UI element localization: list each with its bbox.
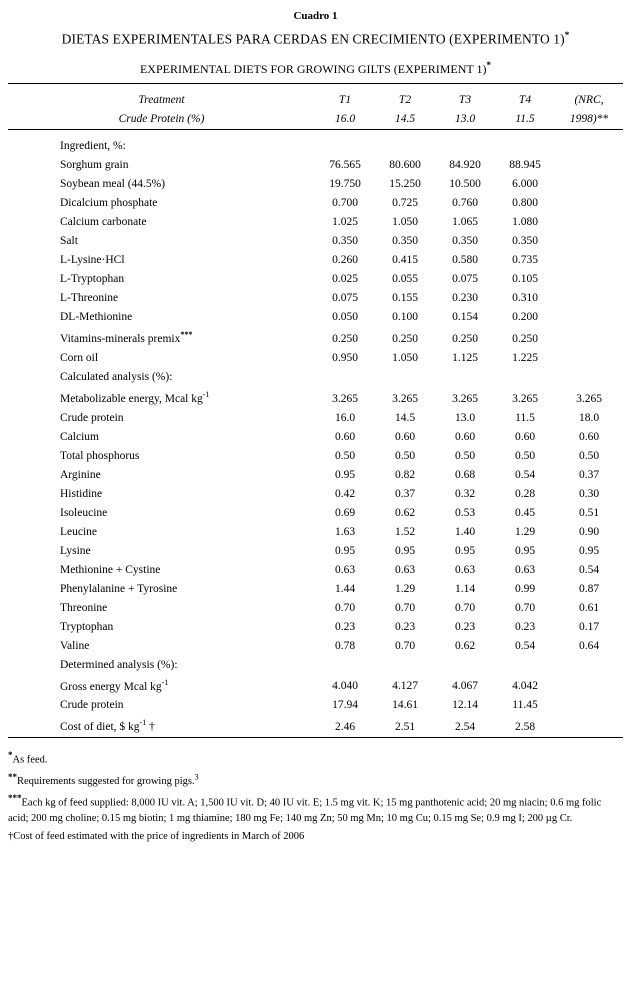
row-value: 0.70 [394,601,416,614]
row-label: Cost of diet, $ $kg^{-1}$ † [60,718,155,734]
row-value: 0.54 [514,639,536,652]
empty-cell [435,367,495,386]
row-value: 4.127 [392,680,418,693]
row-value: 3.265 [512,392,538,405]
table-row [8,560,623,579]
row-value: 1.29 [394,582,416,595]
row-label: Vitamins-minerals premix*** [60,330,193,345]
row-value: 0.78 [334,639,356,652]
row-value: 0.62 [454,639,476,652]
row-value [555,289,623,308]
table-row [8,232,623,251]
row-value: 0.155 [392,292,418,304]
row-label: L-Tryptophan [60,273,125,285]
row-label: Soybean meal (44.5%) [60,178,166,190]
empty-cell [435,137,495,156]
row-value: 0.63 [454,563,476,576]
row-value: 4.040 [332,680,358,693]
row-value: 0.23 [454,620,476,633]
row-value [555,232,623,251]
row-value [555,696,623,715]
table-row [8,270,623,289]
row-value [555,194,623,213]
header-t3-cp: 13.0 [454,113,476,125]
footnote: †Cost of feed estimated with the price of ingredients in March of 2006 [8,831,305,843]
row-value: 0.63 [514,563,536,576]
row-label: Arginine [60,468,101,481]
table-section-heading [8,137,623,156]
row-value: 1.52 [394,525,416,538]
footnote-text: As feed. [12,754,48,766]
row-value: 0.250 [512,332,538,345]
table-section-heading [8,367,623,386]
row-value: 1.065 [452,216,478,228]
row-value: 3.265 [576,392,602,405]
row-value: 0.50 [514,449,536,462]
row-value: 2.54 [454,721,476,734]
row-value: 18.0 [578,411,600,424]
row-label: Leucine [60,525,98,538]
row-value: 1.025 [332,216,358,228]
row-value: 76.565 [329,159,361,171]
row-value: 0.025 [332,273,358,285]
row-value: 4.042 [512,680,538,693]
row-label: Total phosphorus [60,449,140,462]
header-t1-cp: 16.0 [334,113,356,125]
row-value: 0.250 [332,332,358,345]
row-value: 13.0 [454,411,476,424]
row-value: 0.154 [452,311,478,323]
empty-cell [315,655,375,674]
title-english [8,60,623,77]
row-value: 0.50 [578,449,600,462]
table-row [8,156,623,175]
row-value: 3.265 [452,392,478,405]
row-value: 0.87 [578,582,600,595]
empty-cell [315,137,375,156]
row-value: 0.700 [332,197,358,209]
row-value: 1.050 [392,216,418,228]
table-row [8,327,623,349]
row-label: Salt [60,235,78,247]
row-value: 1.080 [512,216,538,228]
table-row [8,251,623,270]
row-value: 4.067 [452,680,478,693]
empty-cell [435,655,495,674]
row-label: Crude protein [60,411,124,424]
row-value [555,251,623,270]
row-label: Threonine [60,601,108,614]
row-label: Methionine + Cystine [60,563,161,576]
row-value: 0.250 [392,332,418,345]
row-label: Crude protein [60,699,124,712]
row-label: Valine [60,639,90,652]
table-row [8,617,623,636]
row-value: 0.800 [512,197,538,209]
row-value: 84.920 [449,159,481,171]
row-value: 0.250 [452,332,478,345]
row-value: 0.53 [454,506,476,519]
row-value: 0.310 [512,292,538,304]
table-rule-top [8,83,623,91]
row-value: 0.60 [454,430,476,443]
footnote [8,771,623,790]
row-value: 0.23 [514,620,536,633]
row-value: 0.950 [332,351,358,364]
table-row [8,175,623,194]
table-row [8,465,623,484]
row-value: 0.95 [514,544,536,557]
title-english-text: EXPERIMENTAL DIETS FOR GROWING GILTS (EXPERIMENT 1) [139,61,487,76]
row-value: 1.125 [452,351,478,364]
table-row [8,194,623,213]
row-label: DL-Methionine [60,311,133,323]
row-value: 3.265 [332,392,358,405]
row-value: 0.17 [578,620,600,633]
row-label: Isoleucine [60,506,108,519]
row-value: 11.45 [512,699,538,712]
row-value [555,270,623,289]
footnote-text: Each kg of feed supplied: 8,000 IU vit. A; 1,500 IU vit. D; 40 IU vit. E; 1.5 mg vit. K; 15 mg panthotenic acid; 20 mg niacin; 0.6 mg folic acid; 200 mg choline; 0.15 mg biotin; 1 mg thiamine; 180 mg Fe; 140 mg Zn; 50 mg Mn; 10 mg Cu; 0.15 mg Se; 0.9 mg I; 200 µg Cr. [8,797,602,824]
row-value [555,674,623,696]
title-spanish [8,30,623,48]
row-label: Histidine [60,487,103,500]
row-value: 1.63 [334,525,356,538]
row-value: 0.415 [392,254,418,266]
header-t2-cp: 14.5 [394,113,416,125]
row-value [555,348,623,367]
empty-cell [495,137,555,156]
row-value: 0.50 [394,449,416,462]
empty-cell [555,655,623,674]
header-treatment: Treatment [138,94,185,106]
empty-cell [375,367,435,386]
header-t2: T2 [398,94,412,106]
header-nrc-year: 1998)** [569,113,609,125]
table-row [8,715,623,737]
row-value: 80.600 [389,159,421,171]
table-row [8,598,623,617]
row-value: 0.42 [334,487,356,500]
row-value: 0.60 [394,430,416,443]
row-value: 14.61 [392,699,418,712]
footnote [8,792,623,826]
footnote [8,749,623,768]
row-label: Sorghum grain [60,159,129,171]
row-value: 1.050 [392,351,418,364]
table-row [8,674,623,696]
footnote-marker: *** [8,793,22,804]
row-value: 0.54 [514,468,536,481]
row-value: 1.44 [334,582,356,595]
row-value: 1.225 [512,351,538,364]
row-value: 0.63 [394,563,416,576]
section-heading-label: Calculated analysis (%): [60,370,173,383]
row-value: 0.37 [394,487,416,500]
row-value: 0.105 [512,273,538,285]
row-value: 2.51 [394,721,416,734]
table-row [8,213,623,232]
table-row [8,408,623,427]
row-value: 0.61 [578,601,600,614]
empty-cell [315,367,375,386]
row-value: 0.50 [334,449,356,462]
row-label: L-Lysine·HCl [60,254,125,266]
row-value: 1.14 [454,582,476,595]
table-row [8,427,623,446]
row-label: L-Threonine [60,292,119,304]
table-header-row-1 [8,91,623,110]
row-value: 0.64 [578,639,600,652]
table-row [8,636,623,655]
table-row [8,308,623,327]
row-value: 15.250 [389,178,421,190]
row-value [555,308,623,327]
row-value: 0.055 [392,273,418,285]
table-row [8,541,623,560]
row-value: 0.350 [452,235,478,247]
footnote-marker: * [8,749,13,760]
row-value: 0.28 [514,487,536,500]
header-t3: T3 [458,94,472,106]
row-value: 0.23 [394,620,416,633]
row-value: 0.69 [334,506,356,519]
cuadro-label: Cuadro 1 [293,10,338,22]
row-label: Metabolizable energy, Mcal $kg^{-1}$ [60,389,210,405]
row-value: 0.95 [394,544,416,557]
row-value: 0.760 [452,197,478,209]
table-rule-mid [8,129,623,137]
row-value: 0.37 [578,468,600,481]
row-value: 0.50 [454,449,476,462]
footnote-marker: ** [8,771,17,782]
row-value: 1.40 [454,525,476,538]
row-value: 10.500 [449,178,481,190]
title-spanish-text: DIETAS EXPERIMENTALES PARA CERDAS EN CRECIMIENTO (EXPERIMENTO 1) [61,31,565,47]
table-row [8,579,623,598]
row-value: 11.5 [515,411,535,424]
row-value: 0.45 [514,506,536,519]
table-row [8,522,623,541]
row-value: 0.60 [514,430,536,443]
title-english-marker: * [486,59,492,70]
row-value: 0.725 [392,197,418,209]
table-rule-bottom [8,737,623,745]
row-value: 6.000 [512,178,538,190]
row-value: 0.60 [578,430,600,443]
row-value [555,156,623,175]
header-t1: T1 [338,94,352,106]
title-spanish-marker: * [564,30,570,40]
row-value: 2.46 [334,721,356,734]
footnotes [8,749,623,845]
row-value: 0.30 [578,487,600,500]
row-value: 0.260 [332,254,358,266]
row-value: 0.32 [454,487,476,500]
row-value: 12.14 [452,699,478,712]
row-label: Calcium [60,430,99,443]
row-value: 0.95 [334,544,356,557]
row-value: 0.23 [334,620,356,633]
empty-cell [495,367,555,386]
row-value: 0.95 [334,468,356,481]
row-value: 0.62 [394,506,416,519]
row-value [555,327,623,349]
table-row [8,484,623,503]
footnote-text: Cost of feed estimated with the price of ingredients in March of 2006 [13,831,305,843]
table-section-heading [8,655,623,674]
row-value: 0.70 [394,639,416,652]
row-label: Corn oil [60,351,99,364]
row-value: 0.075 [452,273,478,285]
row-value: 19.750 [329,178,361,190]
row-value: 0.050 [332,311,358,323]
row-value: 0.70 [514,601,536,614]
row-value: 0.70 [454,601,476,614]
row-label: Dicalcium phosphate [60,197,158,209]
row-value: 14.5 [394,411,416,424]
row-value: 0.70 [334,601,356,614]
table-row [8,446,623,465]
empty-cell [375,137,435,156]
row-value: 88.945 [509,159,541,171]
row-value: 0.350 [512,235,538,247]
table-row [8,503,623,522]
table-row [8,696,623,715]
row-value: 0.350 [392,235,418,247]
table-row [8,386,623,408]
row-value: 0.735 [512,254,538,266]
row-value: 0.68 [454,468,476,481]
row-value: 0.075 [332,292,358,304]
header-t4-cp: 11.5 [515,113,535,125]
row-value: 1.29 [514,525,536,538]
row-label: Phenylalanine + Tyrosine [60,582,178,595]
table-row [8,348,623,367]
row-value [555,715,623,737]
row-value: 0.90 [578,525,600,538]
row-value: 3.265 [392,392,418,405]
row-value: 0.230 [452,292,478,304]
empty-cell [375,655,435,674]
row-value: 0.54 [578,563,600,576]
row-label: Gross energy Mcal $kg^{-1}$ [60,677,169,693]
empty-cell [555,367,623,386]
header-crude-protein: Crude Protein (%) [118,113,205,125]
diets-table [8,83,623,745]
row-label: Tryptophan [60,620,114,633]
row-value: 0.60 [334,430,356,443]
empty-cell [495,655,555,674]
row-value: 0.350 [332,235,358,247]
row-value: 0.99 [514,582,536,595]
row-value: 0.63 [334,563,356,576]
row-value: 17.94 [332,699,358,712]
row-label: Lysine [60,544,91,557]
header-t4: T4 [518,94,532,106]
table-header-row-2 [8,110,623,130]
row-value: 0.95 [454,544,476,557]
row-value: 0.82 [394,468,416,481]
row-value: 0.580 [452,254,478,266]
header-nrc: (NRC, [574,94,604,106]
footnote-text: Requirements suggested for growing pigs.$^3$ [17,772,199,788]
row-value [555,213,623,232]
table-row [8,289,623,308]
row-value: 0.100 [392,311,418,323]
row-value: 0.51 [578,506,600,519]
empty-cell [555,137,623,156]
section-heading-label: Ingredient, %: [60,140,126,152]
section-heading-label: Determined analysis (%): [60,658,178,671]
row-value: 0.95 [578,544,600,557]
row-value: 16.0 [334,411,356,424]
row-value: 0.200 [512,311,538,323]
row-value: 2.58 [514,721,536,734]
row-value [555,175,623,194]
row-label: Calcium carbonate [60,216,147,228]
